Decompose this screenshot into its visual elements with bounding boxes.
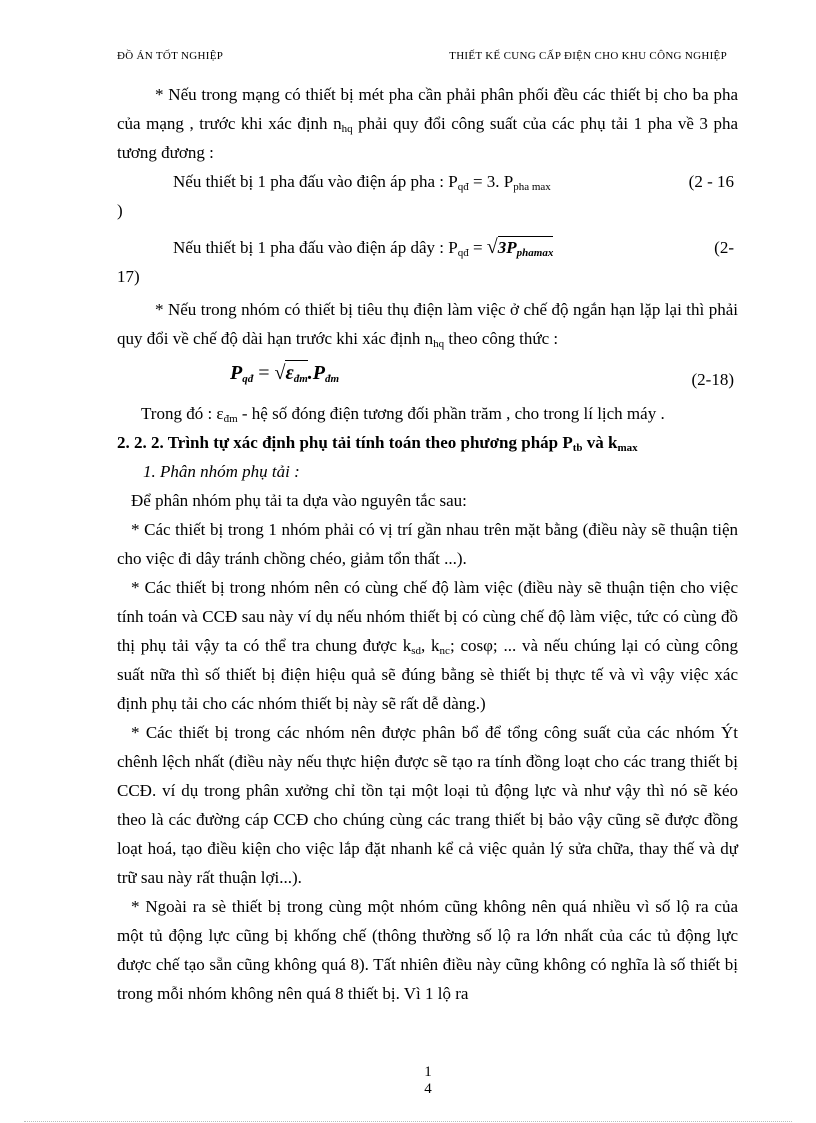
- paragraph-intro: Để phân nhóm phụ tải ta dựa vào nguyên tắc sau:: [131, 491, 467, 510]
- bullet-power-balance: * Các thiết bị trong các nhóm nên được phân bổ để tổng công suất của các nhóm Ýt chênh lệch nhất (điều này nếu thực hiện được sẽ tạo ra tính đồng loạt cho các trang thiết bị CCĐ. ví dụ trong phân xưởng chỉ tồn tại một loại tủ động lực và như vậy thì nó sẽ kéo theo là các đường cáp CCĐ cho chúng cùng các trang thiết bị bảo vậy cũng sẽ được đồng loạt hoá, tạo điều kiện cho việc lắp đặt nhanh kể cả việc quản lý sửa chữa, thay thế và dự trữ sau này rất thuận lợi...).: [117, 723, 738, 887]
- equation-number: (2 - 16: [688, 172, 734, 191]
- equation-number: (2-: [714, 238, 734, 257]
- equation-2-17: Nếu thiết bị 1 pha đấu vào điện áp dây : $P_{qđ} = √3P_{phamax}$ (2-: [117, 233, 738, 262]
- subsection-heading: 1. Phân nhóm phụ tải :: [143, 462, 300, 481]
- equation-2-18: $P_{qđ} = √\varepsilon_{đm}.P_{đm}$ (2-18): [117, 359, 738, 399]
- paragraph-short-term: * Nếu trong nhóm có thiết bị tiêu thụ điện làm việc ở chế độ ngắn hạn lặp lại thì phải quy đổi về chế độ dài hạn trước khi xác định $n_{hq}$ theo công thức :: [117, 300, 738, 350]
- bullet-group-size: * Ngoài ra sè thiết bị trong cùng một nhóm cũng không nên quá nhiều vì số lộ ra của một tủ động lực cũng bị khống chế (thông thường số lộ ra lớn nhất của các tủ động lực được chế tạo sẵn cũng không quá 8). Tất nhiên điều này cũng không có nghĩa là số thiết bị trong mỗi nhóm không nên quá 8 thiết bị. Vì 1 lộ ra: [117, 897, 738, 1003]
- equation-number-tail: 17): [117, 267, 140, 286]
- document-body: [117, 80, 738, 1008]
- header-left: ĐỒ ÁN TỐT NGHIỆP: [117, 50, 224, 62]
- bullet-location: * Các thiết bị trong 1 nhóm phải có vị trí gần nhau trên mặt bằng (điều này sẽ thuận tiện cho việc đi dây tránh chồng chéo, giảm tổn thất ...).: [117, 520, 738, 568]
- paragraph-single-phase: * Nếu trong mạng có thiết bị mét pha cần phải phân phối đều các thiết bị cho ba pha của mạng , trước khi xác định $n_{hq}$ phải quy đổi công suất của các phụ tải 1 pha về 3 pha tương đương :: [117, 85, 738, 162]
- equation-number-tail: ): [117, 201, 123, 220]
- header-right: THIẾT KẾ CUNG CẤP ĐIỆN CHO KHU CÔNG NGHIỆP: [449, 50, 727, 62]
- bullet-work-mode: * Các thiết bị trong nhóm nên có cùng chế độ làm việc (điều này sẽ thuận tiện cho việc tính toán và CCĐ sau này ví dụ nếu nhóm thiết bị có cùng chế độ làm việc, tức có cùng đồ thị phụ tải vậy ta có thể tra chung được $k_{sd}$, $k_{nc}$; cosφ; ... và nếu chúng lại có cùng công suất nữa thì số thiết bị điện hiệu quả sẽ đúng bằng sè thiết bị thực tế và vì vậy việc xác định phụ tải cho các nhóm thiết bị này sẽ rất dễ dàng.): [117, 578, 739, 713]
- where-clause: Trong đó : $\varepsilon_{đm}$ - hệ số đóng điện tương đối phần trăm , cho trong lí lịch máy .: [141, 404, 665, 425]
- footer-divider: [24, 1121, 792, 1122]
- page-number: 1 4: [424, 1064, 432, 1097]
- equation-number: (2-18): [691, 370, 734, 389]
- section-heading: 2. 2. 2. Trình tự xác định phụ tải tính toán theo phương pháp $P_{tb}$ và $k_{max}$: [117, 433, 638, 454]
- equation-2-16: Nếu thiết bị 1 pha đấu vào điện áp pha : $P_{qđ} = 3$. $P_{pha max}$ (2 - 16: [117, 167, 738, 196]
